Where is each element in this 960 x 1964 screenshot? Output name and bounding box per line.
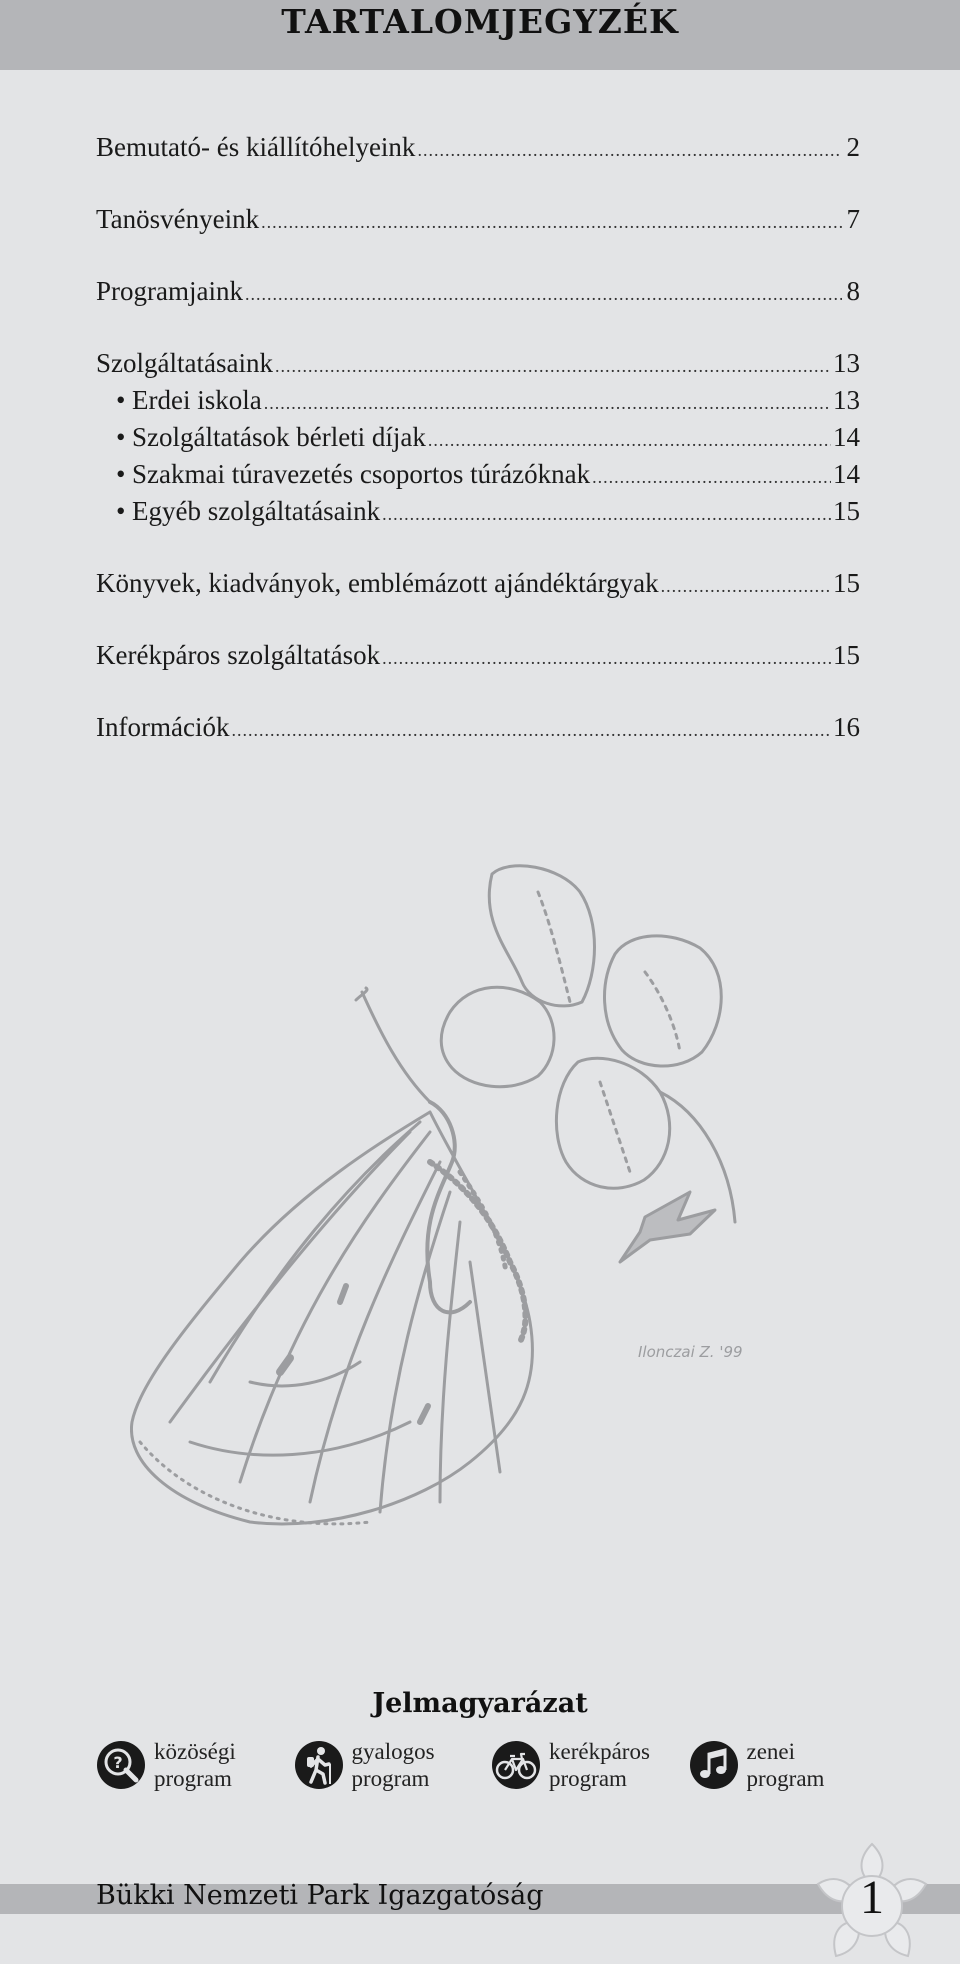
toc-page-number: 16 [833, 712, 860, 742]
hiker-icon [294, 1740, 344, 1790]
music-note-icon [689, 1740, 739, 1790]
toc-label: Könyvek, kiadványok, emblémázott ajándéktárgyak [96, 568, 659, 598]
legend-item-music [689, 1738, 887, 1792]
toc-page-number: 14 [833, 422, 860, 452]
toc-page-number: 13 [833, 385, 860, 415]
dot-leader [261, 202, 842, 239]
toc-label: Kerékpáros szolgáltatások [96, 640, 381, 670]
legend-label-line2: program [746, 1766, 825, 1791]
toc-page-number: 13 [833, 348, 860, 378]
legend [96, 1738, 886, 1792]
dot-leader [382, 638, 831, 675]
toc-label: Bemutató- és kiállítóhelyeink [96, 132, 416, 162]
toc-page-number: 2 [846, 132, 860, 162]
legend-label-line2: program [549, 1766, 627, 1791]
toc-label: Szolgáltatások bérleti díjak [132, 422, 426, 452]
footer-organization: Bükki Nemzeti Park Igazgatóság [96, 1880, 544, 1911]
legend-title: Jelmagyarázat [372, 1688, 588, 1719]
header-band [0, 0, 960, 70]
legend-item-cycling [491, 1738, 689, 1792]
question-magnifier-icon [96, 1740, 146, 1790]
legend-label-line1: gyalogos [351, 1739, 435, 1764]
toc-label: Tanösvényeink [96, 204, 260, 234]
dot-leader [275, 346, 831, 383]
legend-label-line1: kerékpáros [549, 1739, 650, 1764]
legend-label-line2: program [154, 1766, 232, 1791]
toc-entry[interactable] [96, 274, 860, 311]
legend-label-line1: közöségi [154, 1739, 236, 1764]
toc-entry[interactable] [96, 130, 860, 167]
dot-leader [231, 710, 831, 747]
toc-page-number: 15 [833, 568, 860, 598]
bullet: • [116, 459, 126, 489]
bullet: • [116, 422, 126, 452]
svg-text:?: ? [113, 1753, 123, 1772]
toc-label: Szakmai túravezetés csoportos túrázóknak [132, 459, 591, 489]
bicycle-icon [491, 1740, 541, 1790]
legend-label-line1: zenei [746, 1739, 796, 1764]
legend-item-community [96, 1738, 294, 1792]
table-of-contents [96, 130, 860, 747]
toc-entry[interactable] [96, 202, 860, 239]
toc-page-number: 15 [833, 640, 860, 670]
dot-leader [661, 566, 831, 603]
toc-subentry[interactable] [96, 383, 860, 420]
toc-label: Szolgáltatásaink [96, 348, 273, 378]
toc-label: Információk [96, 712, 230, 742]
toc-page-number: 8 [846, 276, 860, 306]
bullet: • [116, 496, 126, 526]
bullet: • [116, 385, 126, 415]
page-number: 1 [860, 1871, 884, 1924]
dot-leader [428, 420, 831, 457]
toc-label: Programjaink [96, 276, 243, 306]
dot-leader [417, 130, 842, 167]
legend-label-line2: program [351, 1766, 430, 1791]
toc-entry[interactable] [96, 566, 860, 603]
legend-item-hiking [294, 1738, 492, 1792]
toc-label: Egyéb szolgáltatásaink [132, 496, 381, 526]
toc-label: Erdei iskola [132, 385, 262, 415]
toc-page-number: 15 [833, 496, 860, 526]
toc-entry[interactable] [96, 346, 860, 383]
dot-leader [245, 274, 842, 311]
toc-entry[interactable] [96, 638, 860, 675]
dot-leader [382, 494, 831, 531]
dot-leader [592, 457, 831, 494]
toc-subentry[interactable] [96, 494, 860, 531]
toc-subentry[interactable] [96, 420, 860, 457]
toc-subentry[interactable] [96, 457, 860, 494]
dot-leader [264, 383, 831, 420]
toc-entry[interactable] [96, 710, 860, 747]
toc-page-number: 7 [846, 204, 860, 234]
artist-signature: Ilonczai Z. '99 [638, 1343, 743, 1361]
toc-page-number: 14 [833, 459, 860, 489]
butterfly-flower-illustration [130, 862, 780, 1530]
page-title: TARTALOMJEGYZÉK [281, 2, 679, 41]
